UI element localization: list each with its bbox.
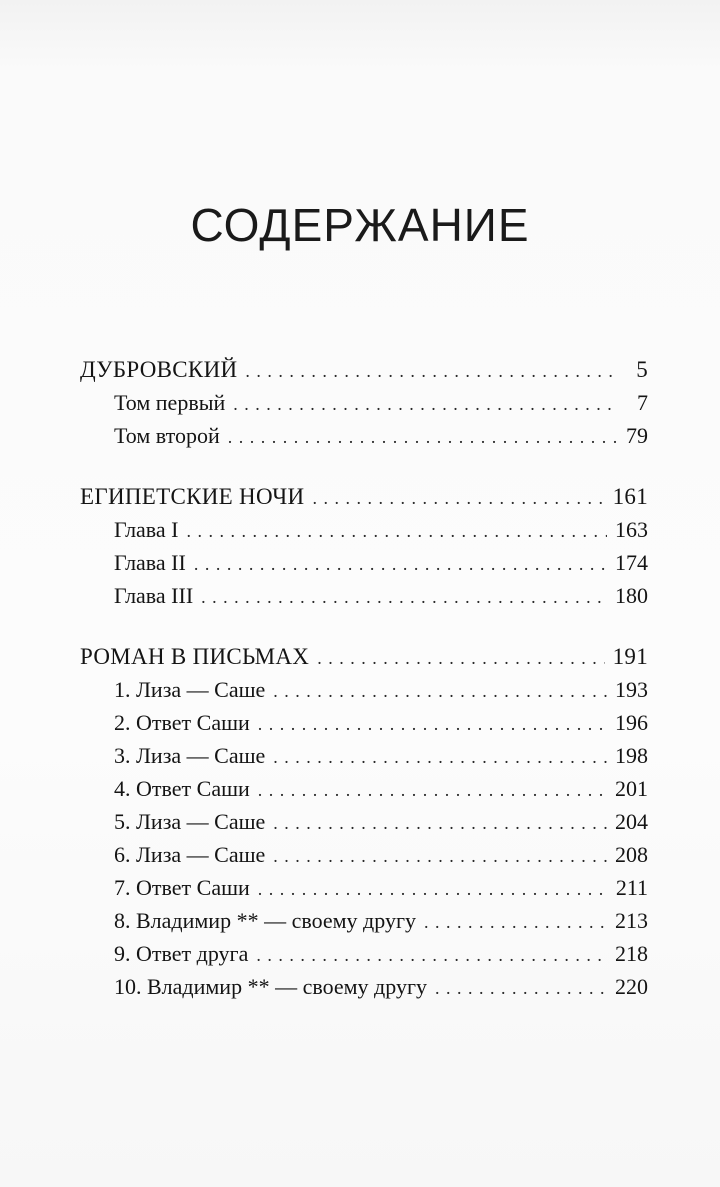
toc-part-entry [80, 353, 648, 386]
dot-leader [258, 774, 607, 807]
dot-leader [233, 388, 618, 421]
toc-part-entry [80, 480, 648, 513]
toc-page-number: 191 [612, 644, 648, 669]
toc-entry-title: 10. Владимир ** — своему другу [114, 974, 427, 999]
toc-page-number: 161 [612, 484, 648, 509]
toc-part-title: РОМАН В ПИСЬМАХ [80, 644, 310, 669]
toc-page-number: 196 [615, 710, 648, 735]
toc-section-novel-in-letters [80, 640, 648, 1003]
toc-entry-title: Глава II [114, 550, 186, 575]
toc-page-number: 213 [615, 908, 648, 933]
toc-entry [80, 838, 648, 871]
toc-entry [80, 673, 648, 706]
toc-entry-title: 6. Лиза — Саше [114, 842, 266, 867]
dot-leader [273, 807, 607, 840]
toc-entry [80, 513, 648, 546]
toc-entry [80, 937, 648, 970]
toc-entry [80, 546, 648, 579]
toc-entry [80, 772, 648, 805]
toc-page-number: 220 [615, 974, 648, 999]
dot-leader [317, 642, 604, 675]
toc-entry-title: 8. Владимир ** — своему другу [114, 908, 416, 933]
dot-leader [273, 741, 607, 774]
toc-entry [80, 739, 648, 772]
dot-leader [273, 675, 607, 708]
dot-leader [258, 708, 607, 741]
dot-leader [245, 355, 618, 388]
toc-entry [80, 706, 648, 739]
toc-page-number: 198 [615, 743, 648, 768]
toc-entry-title: Глава I [114, 517, 179, 542]
dot-leader [194, 548, 607, 581]
toc-part-entry [80, 640, 648, 673]
dot-leader [424, 906, 607, 939]
toc-entry-title: 7. Ответ Саши [114, 875, 250, 900]
toc-entry [80, 970, 648, 1003]
toc-page-number: 201 [615, 776, 648, 801]
toc-page-number: 193 [615, 677, 648, 702]
toc-page-number: 7 [637, 390, 648, 415]
toc-entry [80, 386, 648, 419]
dot-leader [256, 939, 607, 972]
toc-entry [80, 419, 648, 452]
toc-section-dubrovsky [80, 353, 648, 452]
toc-page-number: 204 [615, 809, 648, 834]
toc-page-number: 218 [615, 941, 648, 966]
dot-leader [435, 972, 607, 1005]
page-title: СОДЕРЖАНИЕ [190, 199, 530, 251]
toc-entry-title: 5. Лиза — Саше [114, 809, 266, 834]
toc-entry-title: 2. Ответ Саши [114, 710, 250, 735]
toc-entry [80, 579, 648, 612]
dot-leader [201, 581, 607, 614]
toc-entry-title: 3. Лиза — Саше [114, 743, 266, 768]
dot-leader [273, 840, 607, 873]
dot-leader [228, 421, 618, 454]
toc-entry [80, 904, 648, 937]
toc-page-number: 211 [615, 875, 648, 900]
toc-page-number: 174 [615, 550, 648, 575]
toc-entry-title: Глава III [114, 583, 194, 608]
toc-entry-title: Том первый [114, 390, 226, 415]
toc-page-number: 180 [615, 583, 648, 608]
toc-entry [80, 805, 648, 838]
toc-part-title: ЕГИПЕТСКИЕ НОЧИ [80, 484, 305, 509]
dot-leader [187, 515, 608, 548]
toc-entry-title: 4. Ответ Саши [114, 776, 250, 801]
table-of-contents [80, 353, 648, 1031]
toc-page-number: 208 [615, 842, 648, 867]
toc-section-egyptian-nights [80, 480, 648, 612]
toc-entry-title: 1. Лиза — Саше [114, 677, 266, 702]
dot-leader [258, 873, 608, 906]
toc-part-title: ДУБРОВСКИЙ [80, 357, 238, 382]
dot-leader [312, 482, 604, 515]
toc-page-number: 5 [636, 357, 648, 382]
toc-entry-title: 9. Ответ друга [114, 941, 249, 966]
toc-entry [80, 871, 648, 904]
toc-page-number: 163 [615, 517, 648, 542]
toc-page-number: 79 [626, 423, 648, 448]
toc-entry-title: Том второй [114, 423, 220, 448]
